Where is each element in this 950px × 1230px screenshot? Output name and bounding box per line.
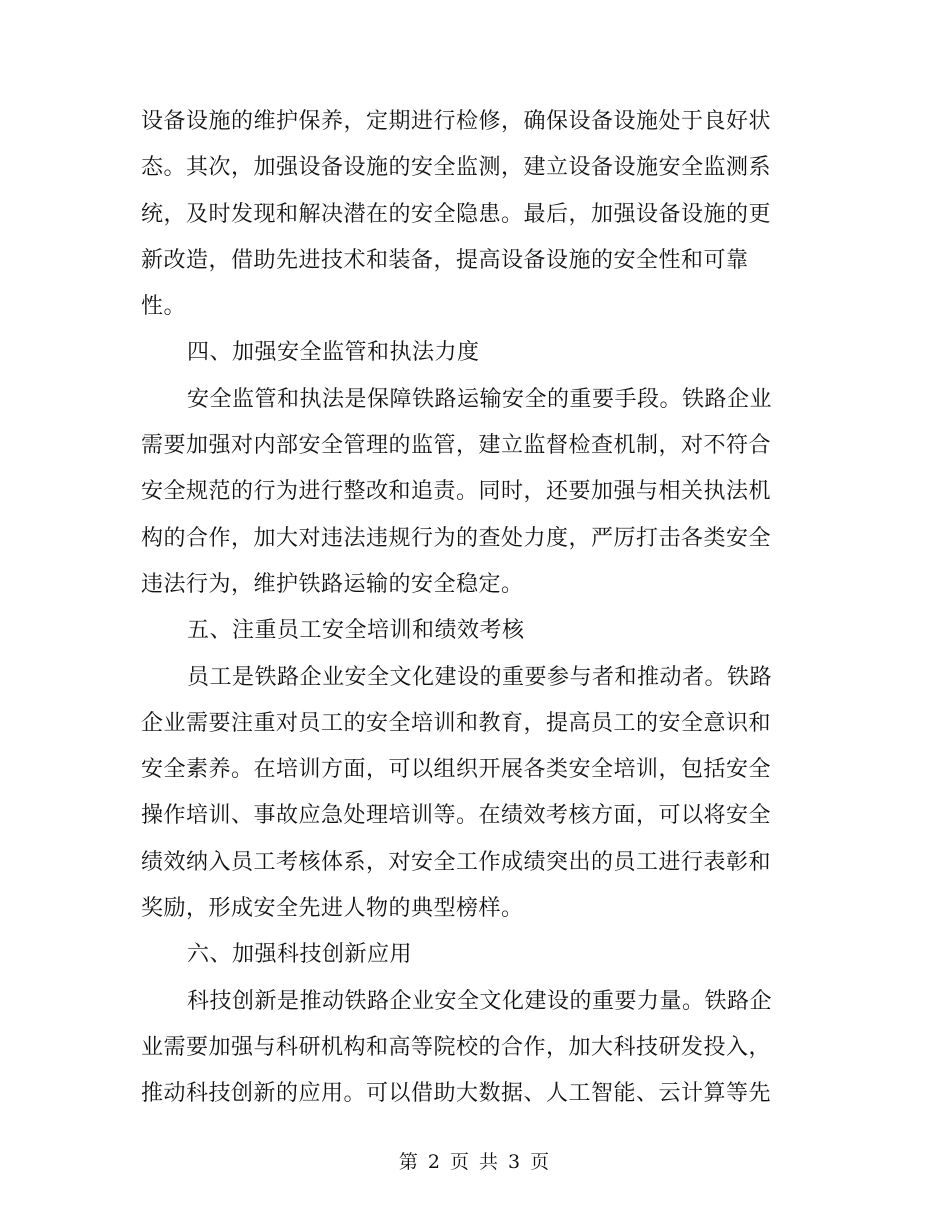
section-heading-6: 六、加强科技创新应用 — [187, 942, 413, 968]
section-heading-5: 五、注重员工安全培训和绩效考核 — [187, 618, 525, 644]
document-body — [141, 99, 806, 1118]
body-text-line: 绩效纳入员工考核体系，对安全工作成绩突出的员工进行表彰和 — [141, 849, 772, 875]
body-text-line: 违法行为，维护铁路运输的安全稳定。 — [141, 571, 524, 597]
body-text-line: 态。其次，加强设备设施的安全监测，建立设备设施安全监测系 — [141, 155, 772, 181]
body-text-line: 业需要加强与科研机构和高等院校的合作，加大科技研发投入， — [141, 1034, 772, 1060]
body-text-line: 操作培训、事故应急处理培训等。在绩效考核方面，可以将安全 — [141, 803, 772, 829]
body-text-line: 企业需要注重对员工的安全培训和教育，提高员工的安全意识和 — [141, 710, 772, 736]
body-text-line: 安全素养。在培训方面，可以组织开展各类安全培训，包括安全 — [141, 757, 772, 783]
body-text-line: 新改造，借助先进技术和装备，提高设备设施的安全性和可靠 — [141, 247, 749, 273]
body-text-line: 需要加强对内部安全管理的监管，建立监督检查机制，对不符合 — [141, 433, 772, 459]
body-text-line: 奖励，形成安全先进人物的典型榜样。 — [141, 896, 524, 922]
paragraph-first-line: 安全监管和执法是保障铁路运输安全的重要手段。铁路企业 — [187, 386, 773, 412]
body-text-line: 构的合作，加大对违法违规行为的查处力度，严厉打击各类安全 — [141, 525, 772, 551]
body-text-line: 安全规范的行为进行整改和追责。同时，还要加强与相关执法机 — [141, 479, 772, 505]
paragraph-first-line: 科技创新是推动铁路企业安全文化建设的重要力量。铁路企 — [187, 988, 773, 1014]
body-text-line: 设备设施的维护保养，定期进行检修，确保设备设施处于良好状 — [141, 109, 772, 134]
body-text-line: 统，及时发现和解决潜在的安全隐患。最后，加强设备设施的更 — [141, 201, 772, 227]
paragraph-first-line: 员工是铁路企业安全文化建设的重要参与者和推动者。铁路 — [187, 664, 773, 690]
body-text-line: 推动科技创新的应用。可以借助大数据、人工智能、云计算等先 — [141, 1081, 772, 1107]
section-heading-4: 四、加强安全监管和执法力度 — [187, 340, 480, 366]
page-number-footer: 第 2 页 共 3 页 — [398, 1151, 552, 1173]
body-text-line: 性。 — [141, 294, 187, 320]
